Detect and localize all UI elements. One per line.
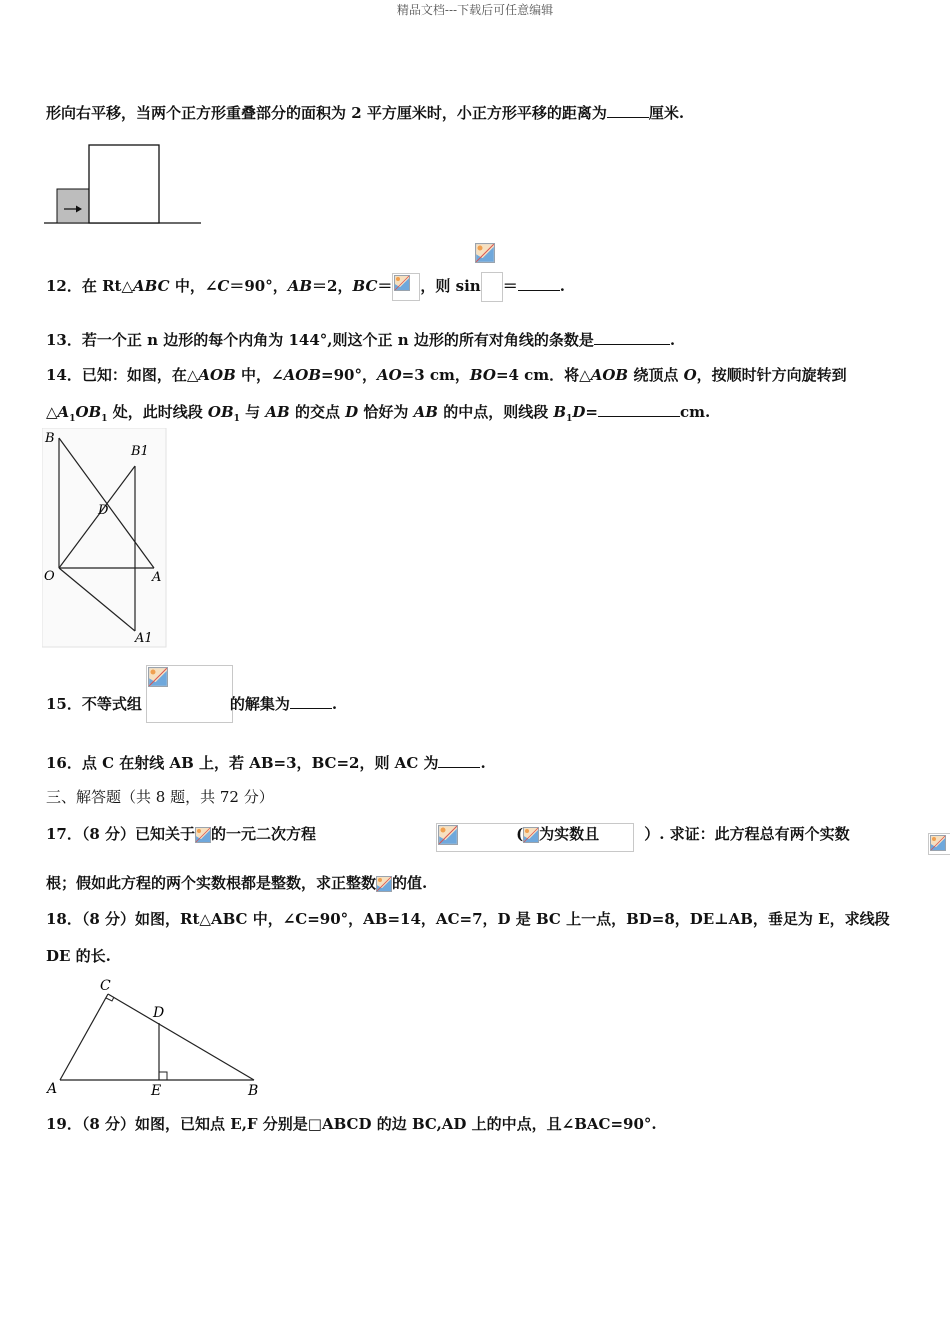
q13-text: 13．若一个正 n 边形的每个内角为 144°,则这个正 n 边形的所有对角线的条数是 . — [46, 331, 676, 349]
large-square — [89, 145, 159, 223]
answer-blank — [598, 402, 680, 417]
label-A1: A1 — [135, 631, 153, 646]
segment-AC — [60, 994, 108, 1080]
bc-value-image — [392, 273, 420, 301]
label-A: A — [47, 1081, 58, 1097]
q11-squares-figure — [44, 142, 204, 226]
label-E: E — [151, 1083, 162, 1099]
q18-triangle-figure — [44, 976, 264, 1100]
label-D: D — [98, 503, 109, 518]
page-header: 精品文档---下载后可任意编辑 — [396, 3, 554, 17]
label-B: B — [248, 1083, 259, 1099]
q17-line2: 根；假如此方程的两个实数根都是整数，求正整数 的值. — [46, 874, 428, 892]
broken-image-icon — [394, 275, 410, 291]
answer-blank — [518, 276, 560, 291]
label-B: B — [45, 431, 55, 446]
q14-rotation-figure — [42, 428, 168, 648]
broken-image-icon — [475, 243, 495, 263]
sin-expression-image — [481, 272, 503, 302]
q18-line1: 18．（8 分）如图，Rt△ABC 中，∠C=90°，AB=14，AC=7，D 是 BC 上一点，BD=8，DE⊥AB，垂足为 E，求线段 — [46, 910, 890, 928]
condition-image — [928, 833, 950, 855]
right-angle-mark-C — [106, 997, 114, 1001]
q14-line1: 14．已知：如图，在△AOB 中，∠AOB=90°，AO=3 cm，BO=4 cm．将△AOB 绕顶点 O，按顺时针方向旋转到 — [46, 366, 847, 384]
label-C: C — [100, 978, 111, 994]
answer-blank — [290, 694, 332, 709]
answer-blank — [607, 103, 649, 118]
broken-image-icon — [523, 827, 539, 843]
answer-blank — [594, 330, 670, 345]
broken-image-icon — [195, 827, 211, 843]
right-angle-mark-E — [159, 1072, 167, 1080]
q15-text: 15．不等式组 的解集为 . — [46, 695, 338, 713]
segment-CB — [108, 994, 254, 1080]
q16-text: 16．点 C 在射线 AB 上，若 AB=3，BC=2，则 AC 为 . — [46, 754, 486, 772]
label-O: O — [44, 569, 55, 584]
answer-blank — [438, 753, 480, 768]
section-heading: 三、解答题（共 8 题，共 72 分） — [46, 788, 274, 806]
q18-line2: DE 的长. — [46, 947, 111, 965]
label-B1: B1 — [131, 444, 149, 459]
q19-text: 19．（8 分）如图，已知点 E,F 分别是□ABCD 的边 BC,AD 上的中点，且∠BAC=90°. — [46, 1115, 657, 1133]
small-square — [57, 189, 89, 223]
q11-text: 形向右平移，当两个正方形重叠部分的面积为 2 平方厘米时，小正方形平移的距离为 厘米. — [46, 104, 685, 122]
label-A: A — [152, 570, 162, 585]
broken-image-icon — [376, 876, 392, 892]
broken-image-icon — [930, 835, 946, 851]
broken-image-icon — [148, 667, 168, 687]
q12-text: 12．在 Rt△ABC 中，∠C＝90°，AB＝2，BC＝ ，则 sin ＝ . — [46, 272, 565, 302]
label-D: D — [153, 1005, 165, 1021]
q14-line2: $\triangle A_1OB_1$ 处，此时线段 $OB_1$ 与 AB 的交点 D 恰好为 AB 的中点，则线段 $B_1D=$ cm. — [46, 403, 711, 424]
q17-line1: 17．（8 分）已知关于 的一元二次方程 ( 为实数且 ）. 求证：此方程总有两个实数 — [46, 825, 850, 843]
